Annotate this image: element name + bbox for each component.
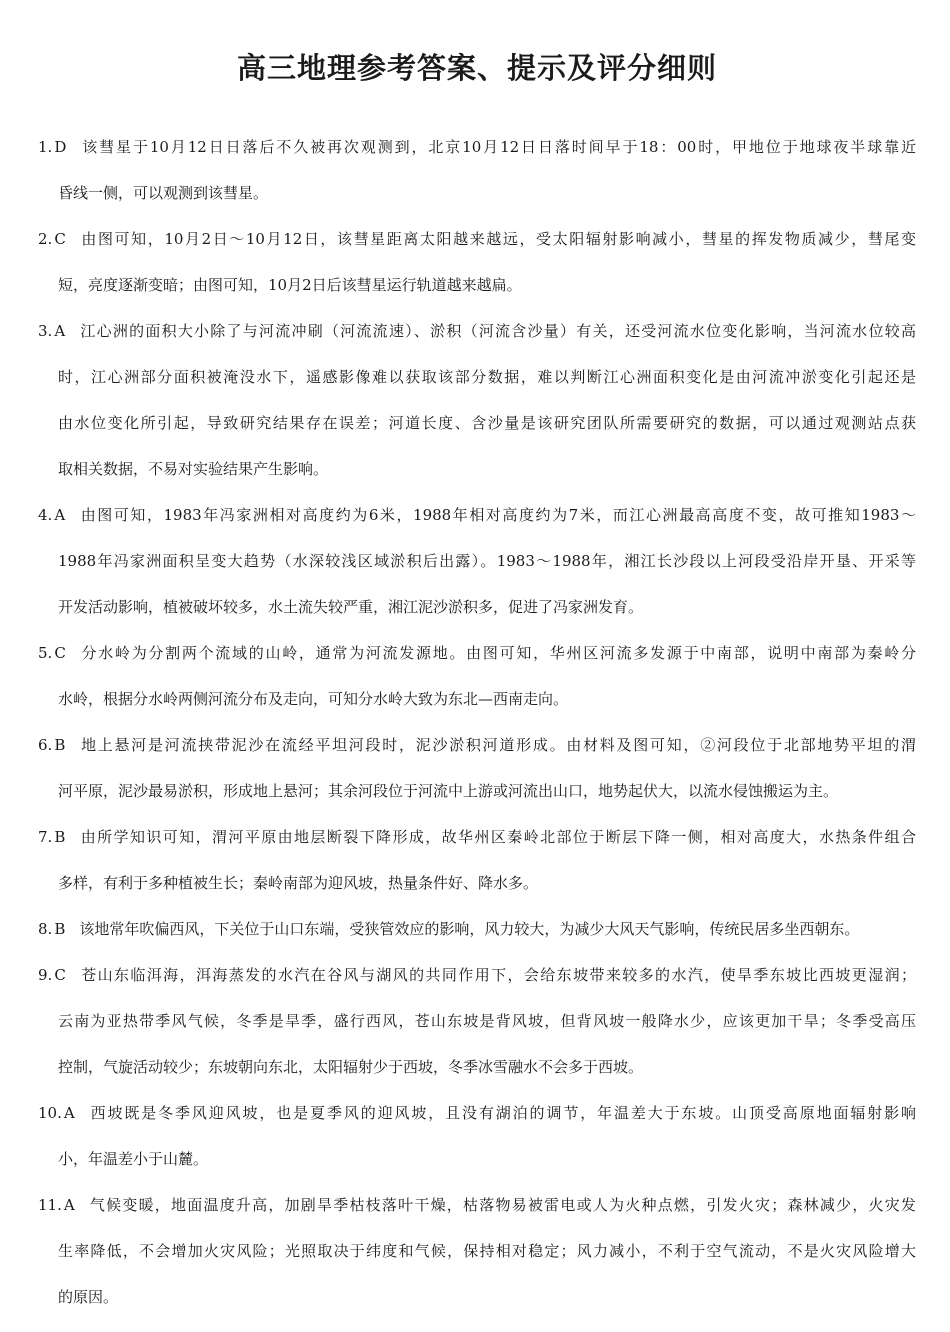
answer-line bbox=[38, 1136, 916, 1182]
answer-key: C bbox=[54, 230, 66, 248]
answer-list bbox=[38, 124, 916, 1320]
explanation-text: 云南为亚热带季风气候，冬季是旱季，盛行西风，苍山东坡是背风坡，但背风坡一般降水少，应该更加干旱；冬季受高压 bbox=[58, 1012, 916, 1030]
question-number bbox=[38, 814, 65, 860]
explanation-text: 的原因。 bbox=[58, 1288, 119, 1306]
explanation-text: 开发活动影响，植被破坏较多，水土流失较严重，湘江泥沙淤积多，促进了冯家洲发育。 bbox=[58, 598, 644, 616]
answer-item bbox=[38, 1090, 916, 1182]
explanation-text: 取相关数据，不易对实验结果产生影响。 bbox=[58, 460, 329, 478]
question-index: 9. bbox=[38, 966, 53, 984]
answer-line bbox=[38, 1090, 916, 1136]
answer-line bbox=[38, 1044, 916, 1090]
answer-item bbox=[38, 722, 916, 814]
answer-key: A bbox=[54, 506, 66, 524]
answer-line bbox=[38, 1228, 916, 1274]
question-number bbox=[38, 1090, 75, 1136]
answer-line bbox=[38, 538, 916, 584]
answer-line bbox=[38, 906, 916, 952]
explanation-text: 短，亮度逐渐变暗；由图可知，10月2日后该彗星运行轨道越来越扁。 bbox=[58, 276, 522, 294]
question-index: 3. bbox=[38, 322, 53, 340]
explanation-text: 控制，气旋活动较少；东坡朝向东北，太阳辐射少于西坡，冬季冰雪融水不会多于西坡。 bbox=[58, 1058, 644, 1076]
answer-key: A bbox=[63, 1196, 75, 1214]
answer-line bbox=[38, 860, 916, 906]
answer-line bbox=[38, 170, 916, 216]
question-index: 8. bbox=[38, 920, 53, 938]
answer-item bbox=[38, 814, 916, 906]
question-index: 4. bbox=[38, 506, 53, 524]
answer-line bbox=[38, 722, 916, 768]
answer-key: A bbox=[63, 1104, 75, 1122]
answer-line bbox=[38, 446, 916, 492]
page-title: 高三地理参考答案、提示及评分细则 bbox=[236, 51, 717, 85]
explanation-text: 水岭，根据分水岭两侧河流分布及走向，可知分水岭大致为东北—西南走向。 bbox=[58, 690, 569, 708]
answer-item bbox=[38, 308, 916, 492]
question-number bbox=[38, 722, 65, 768]
explanation-text: 气候变暖，地面温度升高，加剧旱季枯枝落叶干燥，枯落物易被雷电或人为火种点燃，引发火灾；森林减少，火灾发 bbox=[88, 1196, 916, 1214]
answer-line bbox=[38, 262, 916, 308]
answer-key: B bbox=[54, 736, 66, 754]
answer-line bbox=[38, 630, 916, 676]
explanation-text: 生率降低，不会增加火灾风险；光照取决于纬度和气候，保持相对稳定；风力减小，不利于空气流动，不是火灾风险增大 bbox=[58, 1242, 916, 1260]
answer-line bbox=[38, 768, 916, 814]
explanation-text: 昏线一侧，可以观测到该彗星。 bbox=[58, 184, 269, 202]
explanation-text: 该地常年吹偏西风，下关位于山口东端，受狭管效应的影响，风力较大，为减少大风天气影响，传统民居多坐西朝东。 bbox=[79, 920, 860, 938]
question-index: 10. bbox=[38, 1104, 62, 1122]
explanation-text: 由图可知，10月2日～10月12日，该彗星距离太阳越来越远，受太阳辐射影响减小，彗星的挥发物质减少，彗尾变 bbox=[79, 230, 916, 248]
answer-key: D bbox=[54, 138, 67, 156]
explanation-text: 苍山东临洱海，洱海蒸发的水汽在谷风与湖风的共同作用下，会给东坡带来较多的水汽，使旱季东坡比西坡更湿润； bbox=[79, 966, 916, 984]
answer-item bbox=[38, 1182, 916, 1320]
answer-line bbox=[38, 216, 916, 262]
explanation-text: 小，年温差小于山麓。 bbox=[58, 1150, 209, 1168]
question-index: 5. bbox=[38, 644, 53, 662]
answer-line bbox=[38, 308, 916, 354]
explanation-text: 河平原，泥沙最易淤积，形成地上悬河；其余河段位于河流中上游或河流出山口，地势起伏大，以流水侵蚀搬运为主。 bbox=[58, 782, 839, 800]
answer-line bbox=[38, 1182, 916, 1228]
question-index: 11. bbox=[38, 1196, 62, 1214]
explanation-text: 地上悬河是河流挟带泥沙在流经平坦河段时，泥沙淤积河道形成。由材料及图可知，②河段位于北部地势平坦的渭 bbox=[79, 736, 916, 754]
explanation-text: 分水岭为分割两个流域的山岭，通常为河流发源地。由图可知，华州区河流多发源于中南部，说明中南部为秦岭分 bbox=[79, 644, 916, 662]
answer-line bbox=[38, 998, 916, 1044]
answer-item bbox=[38, 630, 916, 722]
question-index: 6. bbox=[38, 736, 53, 754]
question-number bbox=[38, 216, 66, 262]
answer-key: B bbox=[54, 828, 66, 846]
answer-line bbox=[38, 584, 916, 630]
answer-line bbox=[38, 354, 916, 400]
answer-item bbox=[38, 906, 916, 952]
answer-key: C bbox=[54, 644, 66, 662]
answer-key: C bbox=[54, 966, 66, 984]
question-index: 1. bbox=[38, 138, 53, 156]
answer-line bbox=[38, 492, 916, 538]
question-number bbox=[38, 952, 66, 998]
question-number bbox=[38, 492, 65, 538]
answer-line bbox=[38, 400, 916, 446]
explanation-text: 由图可知，1983年冯家洲相对高度约为6米，1988年相对高度约为7米，而江心洲最高高度不变，故可推知1983～ bbox=[79, 506, 916, 524]
explanation-text: 该彗星于10月12日日落后不久被再次观测到，北京10月12日日落时间早于18：00时，甲地位于地球夜半球靠近 bbox=[80, 138, 916, 156]
answer-line bbox=[38, 952, 916, 998]
question-number bbox=[38, 630, 66, 676]
question-index: 2. bbox=[38, 230, 53, 248]
answer-item bbox=[38, 124, 916, 216]
question-number bbox=[38, 124, 66, 170]
explanation-text: 时，江心洲部分面积被淹没水下，遥感影像难以获取该部分数据，难以判断江心洲面积变化是由河流冲淤变化引起还是 bbox=[58, 368, 916, 386]
answer-item bbox=[38, 492, 916, 630]
answer-key: A bbox=[54, 322, 66, 340]
answer-line bbox=[38, 676, 916, 722]
explanation-text: 由水位变化所引起，导致研究结果存在误差；河道长度、含沙量是该研究团队所需要研究的数据，可以通过观测站点获 bbox=[58, 414, 916, 432]
question-index: 7. bbox=[38, 828, 53, 846]
answer-line bbox=[38, 814, 916, 860]
explanation-text: 江心洲的面积大小除了与河流冲刷（河流流速）、淤积（河流含沙量）有关，还受河流水位变化影响，当河流水位较高 bbox=[79, 322, 916, 340]
answer-key: B bbox=[54, 920, 66, 938]
question-number bbox=[38, 1182, 75, 1228]
answer-line bbox=[38, 1274, 916, 1320]
explanation-text: 由所学知识可知，渭河平原由地层断裂下降形成，故华州区秦岭北部位于断层下降一侧，相对高度大，水热条件组合 bbox=[79, 828, 916, 846]
answer-item bbox=[38, 952, 916, 1090]
explanation-text: 西坡既是冬季风迎风坡，也是夏季风的迎风坡，且没有湖泊的调节，年温差大于东坡。山顶受高原地面辐射影响 bbox=[88, 1104, 916, 1122]
explanation-text: 1988年冯家洲面积呈变大趋势（水深较浅区域淤积后出露）。1983～1988年，湘江长沙段以上河段受沿岸开垦、开采等 bbox=[58, 552, 916, 570]
answer-line bbox=[38, 124, 916, 170]
question-number bbox=[38, 308, 65, 354]
answer-item bbox=[38, 216, 916, 308]
explanation-text: 多样，有利于多种植被生长；秦岭南部为迎风坡，热量条件好、降水多。 bbox=[58, 874, 539, 892]
question-number bbox=[38, 906, 65, 952]
